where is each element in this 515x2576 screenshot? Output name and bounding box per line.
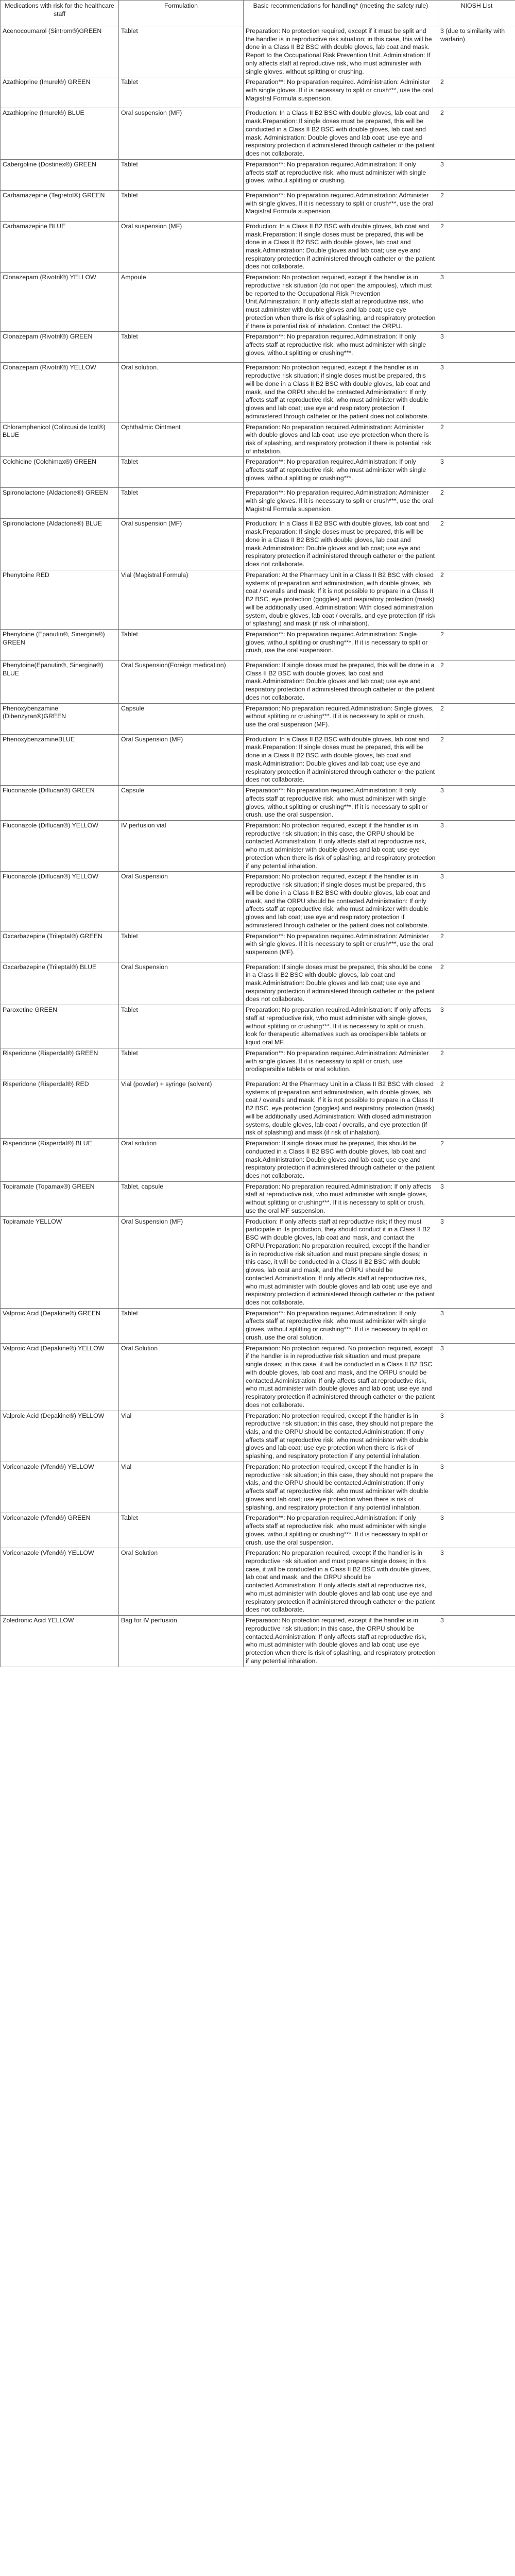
cell-niosh: 2 [438,570,515,629]
table-row [1,108,515,159]
cell-recommendation: Preparation**: No preparation required.Administration: If only affects staff at reproductive risk, who must administer with single gloves, without splitting or crushing***. [244,457,438,488]
cell-medication: Colchicine (Colchimax®) GREEN [1,457,119,488]
cell-formulation: Tablet [119,26,244,77]
cell-formulation: Tablet [119,190,244,221]
cell-medication: Topiramate (Topamax®) GREEN [1,1181,119,1216]
cell-formulation: Tablet [119,332,244,363]
cell-niosh: 3 [438,1513,515,1548]
cell-formulation: Oral Solution [119,1548,244,1616]
cell-niosh: 2 [438,660,515,703]
cell-recommendation: Preparation: No preparation required.Administration: If only affects staff at reproductive risk, who must administer with single gloves, without splitting or crushing***. If it is necessary to split or crush, use the oral MF suspension. [244,1181,438,1216]
cell-medication: Phenytoine(Epanutin®, Sinergina®) BLUE [1,660,119,703]
table-row [1,190,515,221]
cell-medication: Carbamazepine BLUE [1,221,119,272]
cell-formulation: Ophthalmic Ointment [119,422,244,457]
cell-niosh: 3 [438,332,515,363]
cell-medication: Clonazepam (Rivotril®) GREEN [1,332,119,363]
cell-niosh: 3 [438,273,515,332]
cell-medication: Oxcarbazepine (Trileptal®) BLUE [1,962,119,1005]
cell-formulation: Tablet [119,159,244,190]
cell-formulation: Oral Solution [119,1343,244,1411]
cell-recommendation: Production: In a Class II B2 BSC with double gloves, lab coat and mask.Preparation: If single doses must be prepared, this will be done in a Class II B2 BSC with double gloves, lab coat and mask.Administration: Double gloves and lab coat; use eye and respiratory protection if administered through catheter or the patient does not collaborate. [244,519,438,570]
cell-niosh: 3 [438,1181,515,1216]
cell-niosh: 2 [438,221,515,272]
cell-medication: Carbamazepine (Tegretol®) GREEN [1,190,119,221]
cell-recommendation: Preparation: At the Pharmacy Unit in a Class II B2 BSC with closed systems of preparation and administration, with double gloves, lab coat / overalls and mask. If it is not possible to prepare in a Class II B2 BSC, eye protection (goggles) and respiratory protection (mask) will be additionally used.Administration: With closed administration systems, double gloves, lab coat / overalls, and eye protection (if risk of splashing) and mask (if risk of inhalation). [244,1079,438,1138]
cell-niosh: 2 [438,703,515,734]
cell-formulation: Tablet [119,931,244,962]
table-row [1,488,515,519]
cell-recommendation: Preparation: No protection required, except if the handler is in reproductive risk situation; in this case, the ORPU should be contacted.Administration: If only affects staff at reproductive risk, who must administer with double gloves and lab coat; use eye protection when there is risk of splashing, and respiratory protection if any potential inhalation. [244,821,438,872]
cell-formulation: Tablet, capsule [119,1181,244,1216]
cell-medication: Clonazepam (Rivotril®) YELLOW [1,363,119,422]
table-row [1,1005,515,1048]
cell-recommendation: Preparation: If single doses must be prepared, this should be done in a Class II B2 BSC with double gloves, lab coat and mask.Administration: Double gloves and lab coat; use eye and respiratory protection if administered through catheter or the patient does not collaborate. [244,962,438,1005]
table-row [1,1216,515,1308]
cell-recommendation: Preparation**: No preparation required.Administration: Administer with single gloves. If it is necessary to split or crush***, use the oral suspension (MF). [244,931,438,962]
cell-formulation: Oral suspension (MF) [119,221,244,272]
cell-recommendation: Preparation: No preparation required.Administration: Administer with double gloves and lab coat; use eye protection when there is risk of splashing, and respiratory protection if there is potential risk of inhalation. [244,422,438,457]
cell-niosh: 2 [438,190,515,221]
table-row [1,1513,515,1548]
cell-recommendation: Preparation: No protection required, except if the handler is in reproductive risk situation (do not open the ampoules), which must be reported to the Occupational Risk Prevention Unit.Administration: If only affects staff at reproductive risk, who must administer with double gloves and lab coat; use eye protection when there is risk of splashing, and respiratory protection if there is potential risk of inhalation. Contact the ORPU. [244,273,438,332]
cell-recommendation: Production: If only affects staff at reproductive risk; if they must participate in its production, they should conduct it in a Class II B2 BSC with double gloves, lab coat and mask, and contact the ORPU.Preparation: No preparation required, except if the handler is in reproductive risk situation and must prepare single doses; in this case, it will be conducted in a Class II B2 BSC with double gloves, lab coat and mask, and the ORPU should be contacted.Administration: If only affects staff at reproductive risk, who must administer with double gloves and lab coat; use eye and respiratory protection if administered through catheter or the patient does not collaborate. [244,1216,438,1308]
cell-niosh: 3 (due to similarity with warfarin) [438,26,515,77]
cell-recommendation: Preparation**: No preparation required.Administration: If only affects staff at reproductive risk, who must administer with single gloves, without splitting or crushing***. If it is necessary to split or crush, use the oral solution. [244,1308,438,1343]
header-medication: Medications with risk for the healthcare staff [1,1,119,26]
cell-formulation: Capsule [119,786,244,821]
cell-formulation: Capsule [119,703,244,734]
cell-recommendation: Production: In a Class II B2 BSC with double gloves, lab coat and mask.Preparation: If single doses must be prepared, this will be done in a Class II B2 BSC with double gloves, lab coat and mask.Administration: Double gloves and lab coat; use eye and respiratory protection if administered through catheter or the patient does not collaborate. [244,221,438,272]
cell-formulation: Oral solution [119,1139,244,1182]
cell-recommendation: Preparation**: No preparation required.Administration: If only affects staff at reproductive risk, who must administer with single gloves, without splitting or crushing. [244,159,438,190]
table-row [1,77,515,108]
cell-formulation: Oral Suspension (MF) [119,734,244,785]
cell-recommendation: Preparation: No protection required, except if it must be split and the handler is in reproductive risk situation; in this case, this will be done in a Class II B2 BSC with double gloves, lab coat and mask. Report to the Occupational Risk Prevention Unit. Administration: If only affects staff at reproductive risk, who must administer with single gloves, without splitting or crushing. [244,26,438,77]
cell-formulation: Vial [119,1462,244,1513]
cell-niosh: 3 [438,1005,515,1048]
cell-medication: Zoledronic Acid YELLOW [1,1616,119,1667]
cell-formulation: Oral Suspension (MF) [119,1216,244,1308]
cell-recommendation: Preparation: No preparation required.Administration: If only affects staff at reproductive risk, who must administer with single gloves, without splitting or crushing***. If it is necessary to split or crush, look for therapeutic alternatives such as orodispersible tablets or liquid oral MF. [244,1005,438,1048]
cell-niosh: 3 [438,1216,515,1308]
cell-medication: Voriconazole (Vfend®) YELLOW [1,1462,119,1513]
table-row [1,1616,515,1667]
cell-formulation: Oral Suspension [119,872,244,931]
cell-formulation: Oral solution. [119,363,244,422]
header-recommendation: Basic recommendations for handling* (meeting the safety rule) [244,1,438,26]
cell-recommendation: Production: In a Class II B2 BSC with double gloves, lab coat and mask.Preparation: If single doses must be prepared, this will be conducted in a Class II B2 BSC with double gloves, lab coat and mask. Administration: Double gloves and lab coat; use eye and respiratory protection if administered through catheter or the patient does not collaborate. [244,108,438,159]
table-row [1,962,515,1005]
cell-medication: Cabergoline (Dostinex®) GREEN [1,159,119,190]
cell-recommendation: Preparation: No protection required, except if the handler is in reproductive risk situation; in this case, the ORPU should be contacted.Administration: If only affects staff at reproductive risk, who must administer with double gloves and lab coat; use eye protection when there is risk of splashing, and respiratory protection if any potential inhalation. [244,1616,438,1667]
cell-medication: Azathioprine (Imurel®) GREEN [1,77,119,108]
cell-niosh: 2 [438,734,515,785]
cell-niosh: 3 [438,363,515,422]
cell-recommendation: Preparation: No protection required, except if the handler is in reproductive risk situation; in this case, they should not prepare the vials, and the ORPU should be contacted.Administration: If only affects staff at reproductive risk, who must administer with double gloves and lab coat; use eye protection when there is risk of splashing, and respiratory protection if any potential inhalation. [244,1462,438,1513]
cell-niosh: 3 [438,1343,515,1411]
cell-medication: Voriconazole (Vfend®) YELLOW [1,1548,119,1616]
table-row [1,660,515,703]
table-row [1,332,515,363]
table-row [1,1462,515,1513]
cell-formulation: Oral suspension (MF) [119,519,244,570]
table-row [1,457,515,488]
cell-formulation: Tablet [119,77,244,108]
cell-medication: Phenoxybenzamine (Dibenzyran®)GREEN [1,703,119,734]
table-header-row [1,1,515,26]
cell-recommendation: Preparation**: No preparation required.Administration: If only affects staff at reproductive risk, who must administer with single gloves, without splitting or crushing***. [244,332,438,363]
cell-formulation: Tablet [119,1513,244,1548]
table-row [1,1343,515,1411]
cell-formulation: Oral suspension (MF) [119,108,244,159]
table-row [1,703,515,734]
cell-recommendation: Preparation: No protection required. No protection required, except if the handler is in reproductive risk situation and must prepare single doses; in this case, it will be conducted in a Class II B2 BSC with double gloves, lab coat and mask, and the ORPU should be contacted.Administration: If only affects staff at reproductive risk, who must administer with double gloves and lab coat; use eye and respiratory protection if administered through catheter or the patient does not collaborate. [244,1343,438,1411]
cell-formulation: Tablet [119,1308,244,1343]
cell-medication: Voriconazole (Vfend®) GREEN [1,1513,119,1548]
header-niosh: NIOSH List [438,1,515,26]
cell-formulation: Vial [119,1411,244,1462]
table-row [1,273,515,332]
cell-formulation: Tablet [119,1005,244,1048]
cell-recommendation: Preparation**: No preparation required.Administration: If only affects staff at reproductive risk, who must administer with single gloves, without splitting or crushing***. If it is necessary to split or crush, use the oral suspension. [244,1513,438,1548]
cell-formulation: Bag for IV perfusion [119,1616,244,1667]
table-body [1,26,515,1667]
cell-medication: Clonazepam (Rivotril®) YELLOW [1,273,119,332]
cell-recommendation: Preparation**: No preparation required.Administration: Single gloves, without splitting or crushing***. If it is necessary to split or crush, use the oral suspension. [244,629,438,660]
table-row [1,1411,515,1462]
cell-niosh: 3 [438,1462,515,1513]
cell-niosh: 3 [438,457,515,488]
table-row [1,1048,515,1079]
cell-niosh: 2 [438,1079,515,1138]
cell-niosh: 2 [438,77,515,108]
table-row [1,221,515,272]
cell-recommendation: Preparation**: No preparation required.Administration: Administer with single gloves. If it is necessary to split or crush***, use the oral Magistral Formula suspension. [244,488,438,519]
cell-medication: Risperidone (Risperdal®) GREEN [1,1048,119,1079]
cell-formulation: Vial (Magistral Formula) [119,570,244,629]
table-row [1,872,515,931]
cell-formulation: Vial (powder) + syringe (solvent) [119,1079,244,1138]
cell-niosh: 3 [438,159,515,190]
cell-niosh: 2 [438,519,515,570]
cell-niosh: 3 [438,1548,515,1616]
cell-recommendation: Preparation: No protection required, except if the handler is in reproductive risk situation; if single doses must be prepared, this will be done in a Class II B2 BSC with double gloves, lab coat and mask, and the ORPU should be contacted.Administration: If only affects staff at reproductive risk, who must administer with double gloves and lab coat; use eye and respiratory protection if administered through catheter or the patient does not collaborate. [244,363,438,422]
table-row [1,821,515,872]
cell-medication: Oxcarbazepine (Trileptal®) GREEN [1,931,119,962]
cell-medication: Spironolactone (Aldactone®) GREEN [1,488,119,519]
table-row [1,1308,515,1343]
cell-recommendation: Preparation: No preparation required.Administration: Single gloves, without splitting or crushing***. If it is necessary to split or crush, use the oral suspension (MF). [244,703,438,734]
table-row [1,786,515,821]
cell-medication: Acenocoumarol (Sintrom®)GREEN [1,26,119,77]
cell-niosh: 2 [438,1139,515,1182]
cell-medication: Fluconazole (Diflucan®) GREEN [1,786,119,821]
cell-recommendation: Preparation**: No preparation required. Administration: Administer with single gloves. If it is necessary to split or crush***, use the oral Magistral Formula suspension. [244,77,438,108]
cell-niosh: 2 [438,1048,515,1079]
cell-formulation: Oral Suspension [119,962,244,1005]
cell-formulation: IV perfusion vial [119,821,244,872]
cell-formulation: Tablet [119,629,244,660]
table-row [1,422,515,457]
cell-medication: Valproic Acid (Depakine®) YELLOW [1,1343,119,1411]
cell-niosh: 2 [438,422,515,457]
table-row [1,363,515,422]
cell-niosh: 2 [438,962,515,1005]
cell-recommendation: Preparation: No protection required, except if the handler is in reproductive risk situation; if single doses must be prepared, this will be done in a Class II B2 BSC with double gloves, lab coat and mask, and the ORPU should be contacted.Administration: If only affects staff at reproductive risk, who must administer with double gloves and lab coat; use eye and respiratory protection if administered through catheter or the patient does not collaborate. [244,872,438,931]
cell-niosh: 3 [438,821,515,872]
table-row [1,1079,515,1138]
cell-medication: Risperidone (Risperdal®) RED [1,1079,119,1138]
cell-medication: Paroxetine GREEN [1,1005,119,1048]
cell-medication: Azathioprine (Imurel®) BLUE [1,108,119,159]
cell-medication: PhenoxybenzamineBLUE [1,734,119,785]
table-row [1,159,515,190]
cell-medication: Topiramate YELLOW [1,1216,119,1308]
table-row [1,1548,515,1616]
cell-recommendation: Preparation: No protection required, except if the handler is in reproductive risk situation; in this case, they should not prepare the vials, and the ORPU should be contacted.Administration: If only affects staff at reproductive risk, who must administer with double gloves and lab coat; use eye protection when there is risk of splashing, and respiratory protection if any potential inhalation. [244,1411,438,1462]
header-formulation: Formulation [119,1,244,26]
cell-medication: Spironolactone (Aldactone®) BLUE [1,519,119,570]
cell-medication: Valproic Acid (Depakine®) GREEN [1,1308,119,1343]
cell-medication: Phenytoine (Epanutin®, Sinergina®) GREEN [1,629,119,660]
cell-niosh: 3 [438,872,515,931]
cell-medication: Fluconazole (Diflucan®) YELLOW [1,821,119,872]
table-row [1,26,515,77]
table-row [1,931,515,962]
cell-recommendation: Preparation: No preparation required, except if the handler is in reproductive risk situation and must prepare single doses; in this case, it will be conducted in a Class II B2 BSC with double gloves, lab coat and mask, and the ORPU should be contacted.Administration: If only affects staff at reproductive risk, who must administer with double gloves and lab coat; use eye and respiratory protection if administered through catheter or the patient does not collaborate. [244,1548,438,1616]
cell-recommendation: Preparation: At the Pharmacy Unit in a Class II B2 BSC with closed systems of preparation and administration, with double gloves, lab coat / overalls and mask. If it is not possible to prepare in a Class II B2 BSC, eye protection (goggles) and respiratory protection (mask) will be additionally used. Administration: With closed administration system, double gloves, lab coat / overalls, and eye protection (if risk of splashing) and mask (if risk of inhalation). [244,570,438,629]
cell-niosh: 3 [438,1411,515,1462]
cell-medication: Phenytoine RED [1,570,119,629]
table-row [1,734,515,785]
table-row [1,1181,515,1216]
table-row [1,1139,515,1182]
cell-medication: Valproic Acid (Depakine®) YELLOW [1,1411,119,1462]
cell-recommendation: Preparation: If single doses must be prepared, this will be done in a Class II B2 BSC with double gloves, lab coat and mask.Administration: Double gloves and lab coat; use eye and respiratory protection if administered through catheter or the patient does not collaborate. [244,660,438,703]
table-row [1,570,515,629]
cell-recommendation: Preparation**: No preparation required.Administration: If only affects staff at reproductive risk, who must administer with single gloves, without splitting or crushing***. If it is necessary to split or crush, use the oral suspension. [244,786,438,821]
cell-medication: Chloramphenicol (Colircusi de Icol®) BLUE [1,422,119,457]
cell-niosh: 3 [438,786,515,821]
cell-recommendation: Preparation**: No preparation required.Administration: Administer with single gloves. If it is necessary to split or crush***, use the oral Magistral Formula suspension. [244,190,438,221]
table-row [1,519,515,570]
cell-recommendation: Preparation**: No preparation required.Administration: Administer with single gloves. If it is necessary to split or crush, use orodispersible tablets or oral solution. [244,1048,438,1079]
cell-niosh: 3 [438,1616,515,1667]
cell-niosh: 2 [438,629,515,660]
cell-formulation: Ampoule [119,273,244,332]
cell-recommendation: Production: In a Class II B2 BSC with double gloves, lab coat and mask.Preparation: If single doses must be prepared, this will be done in a Class II B2 BSC with double gloves, lab coat and mask.Administration: Double gloves and lab coat; use eye and respiratory protection if administered through catheter or the patient does not collaborate. [244,734,438,785]
cell-medication: Fluconazole (Diflucan®) YELLOW [1,872,119,931]
cell-formulation: Tablet [119,457,244,488]
cell-medication: Risperidone (Risperdal®) BLUE [1,1139,119,1182]
cell-formulation: Oral Suspension(Foreign medication) [119,660,244,703]
cell-formulation: Tablet [119,488,244,519]
cell-niosh: 2 [438,931,515,962]
cell-niosh: 2 [438,108,515,159]
cell-niosh: 3 [438,1308,515,1343]
cell-formulation: Tablet [119,1048,244,1079]
table-row [1,629,515,660]
cell-recommendation: Preparation: If single doses must be prepared, this should be conducted in a Class II B2 BSC with double gloves, lab coat and mask.Administration: Double gloves and lab coat; use eye and respiratory protection if administered through catheter or the patient does not collaborate. [244,1139,438,1182]
cell-niosh: 2 [438,488,515,519]
